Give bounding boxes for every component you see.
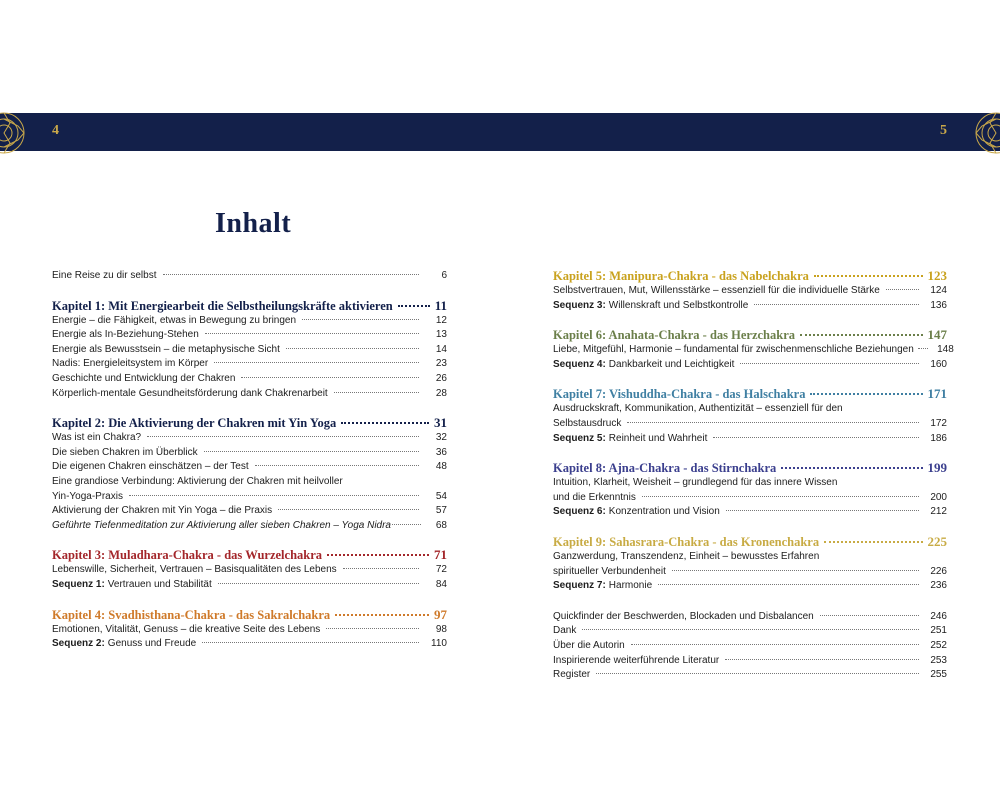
toc-entry[interactable]: und die Erkenntnis 200 — [553, 491, 947, 503]
toc-entry[interactable]: Selbstvertrauen, Mut, Willensstärke – essenziell für die individuelle Stärke 124 — [553, 285, 947, 296]
toc-entry[interactable]: Energie als In-Beziehung-Stehen 13 — [52, 329, 447, 341]
toc-entry[interactable]: spiritueller Verbundenheit 226 — [553, 565, 947, 577]
toc-entry[interactable]: Yin-Yoga-Praxis 54 — [52, 490, 447, 502]
toc-entry[interactable]: Geschichte und Entwicklung der Chakren 26 — [52, 372, 447, 384]
header-band — [0, 113, 1000, 151]
chapter-4-heading[interactable]: Kapitel 4: Svadhisthana-Chakra - das Sakralchakra 97 — [52, 606, 447, 622]
toc-entry[interactable]: Selbstausdruck 172 — [553, 417, 947, 429]
toc-sequence-entry[interactable]: Sequenz 3: Willenskraft und Selbstkontrolle 136 — [553, 299, 947, 311]
toc-entry-appendix[interactable]: Quickfinder der Beschwerden, Blockaden und Disbalancen 246 — [553, 610, 947, 622]
toc-entry[interactable]: Liebe, Mitgefühl, Harmonie – fundamental für zwischenmenschliche Beziehungen 148 — [553, 344, 954, 356]
toc-entry[interactable]: Was ist ein Chakra? 32 — [52, 432, 447, 444]
toc-entry[interactable]: Emotionen, Vitalität, Genuss – die kreative Seite des Lebens 98 — [52, 623, 447, 635]
chapter-6-heading[interactable]: Kapitel 6: Anahata-Chakra - das Herzchakra 147 — [553, 327, 947, 343]
page-title: Inhalt — [215, 208, 292, 239]
chapter-2-heading[interactable]: Kapitel 2: Die Aktivierung der Chakren mit Yin Yoga 31 — [52, 415, 447, 431]
toc-sequence-entry[interactable]: Sequenz 6: Konzentration und Vision 212 — [553, 506, 947, 518]
toc-entry-appendix[interactable]: Über die Autorin 252 — [553, 639, 947, 651]
toc-entry-wrapped[interactable]: Ausdruckskraft, Kommunikation, Authentizität – essenziell für den — [553, 403, 843, 415]
chapter-3-heading[interactable]: Kapitel 3: Muladhara-Chakra - das Wurzelchakra 71 — [52, 547, 447, 563]
toc-entry[interactable]: Energie als Bewusstsein – die metaphysische Sicht 14 — [52, 343, 447, 355]
toc-entry[interactable]: Aktivierung der Chakren mit Yin Yoga – die Praxis 57 — [52, 505, 447, 517]
toc-entry-appendix[interactable]: Register 255 — [553, 669, 947, 681]
chapter-5-heading[interactable]: Kapitel 5: Manipura-Chakra - das Nabelchakra 123 — [553, 268, 947, 283]
toc-entry[interactable]: Nadis: Energieleitsystem im Körper 23 — [52, 358, 447, 370]
toc-entry[interactable]: Die eigenen Chakren einschätzen – der Test 48 — [52, 461, 447, 473]
toc-sequence-entry[interactable]: Sequenz 1: Vertrauen und Stabilität 84 — [52, 578, 447, 590]
toc-entry-intro[interactable]: Eine Reise zu dir selbst 6 — [52, 270, 447, 281]
mandala-ornament-left-icon — [0, 108, 34, 158]
toc-sequence-entry[interactable]: Sequenz 5: Reinheit und Wahrheit 186 — [553, 432, 947, 444]
toc-sequence-entry[interactable]: Sequenz 2: Genuss und Freude 110 — [52, 638, 447, 650]
toc-entry-meditation[interactable]: Geführte Tiefenmeditation zur Aktivierung aller sieben Chakren – Yoga Nidra 68 — [52, 519, 447, 531]
toc-entry[interactable]: Die sieben Chakren im Überblick 36 — [52, 446, 447, 458]
chapter-1-heading[interactable]: Kapitel 1: Mit Energiearbeit die Selbstheilungskräfte aktivieren 11 — [52, 297, 447, 313]
toc-left-column — [52, 269, 447, 652]
toc-entry[interactable]: Lebenswille, Sicherheit, Vertrauen – Basisqualitäten des Lebens 72 — [52, 564, 447, 576]
page-number-right: 5 — [940, 123, 947, 138]
toc-entry-wrapped[interactable]: Eine grandiose Verbindung: Aktivierung der Chakren mit heilvoller — [52, 475, 343, 487]
mandala-ornament-right-icon — [966, 108, 1000, 158]
toc-entry-appendix[interactable]: Dank 251 — [553, 625, 947, 637]
toc-entry-wrapped[interactable]: Ganzwerdung, Transzendenz, Einheit – bewusstes Erfahren — [553, 550, 820, 562]
toc-entry[interactable]: Energie – die Fähigkeit, etwas in Bewegung zu bringen 12 — [52, 314, 447, 326]
toc-sequence-entry[interactable]: Sequenz 7: Harmonie 236 — [553, 580, 947, 592]
chapter-7-heading[interactable]: Kapitel 7: Vishuddha-Chakra - das Halschakra 171 — [553, 386, 947, 402]
toc-entry-wrapped[interactable]: Intuition, Klarheit, Weisheit – grundlegend für das innere Wissen — [553, 477, 838, 489]
toc-entry-appendix[interactable]: Inspirierende weiterführende Literatur 253 — [553, 654, 947, 666]
toc-sequence-entry[interactable]: Sequenz 4: Dankbarkeit und Leichtigkeit 160 — [553, 358, 947, 370]
page-number-left: 4 — [52, 123, 59, 138]
toc-right-column — [553, 268, 954, 683]
chapter-9-heading[interactable]: Kapitel 9: Sahasrara-Chakra - das Kronenchakra 225 — [553, 533, 947, 549]
toc-entry[interactable]: Körperlich-mentale Gesundheitsförderung dank Chakrenarbeit 28 — [52, 387, 447, 399]
chapter-8-heading[interactable]: Kapitel 8: Ajna-Chakra - das Stirnchakra 199 — [553, 460, 947, 476]
